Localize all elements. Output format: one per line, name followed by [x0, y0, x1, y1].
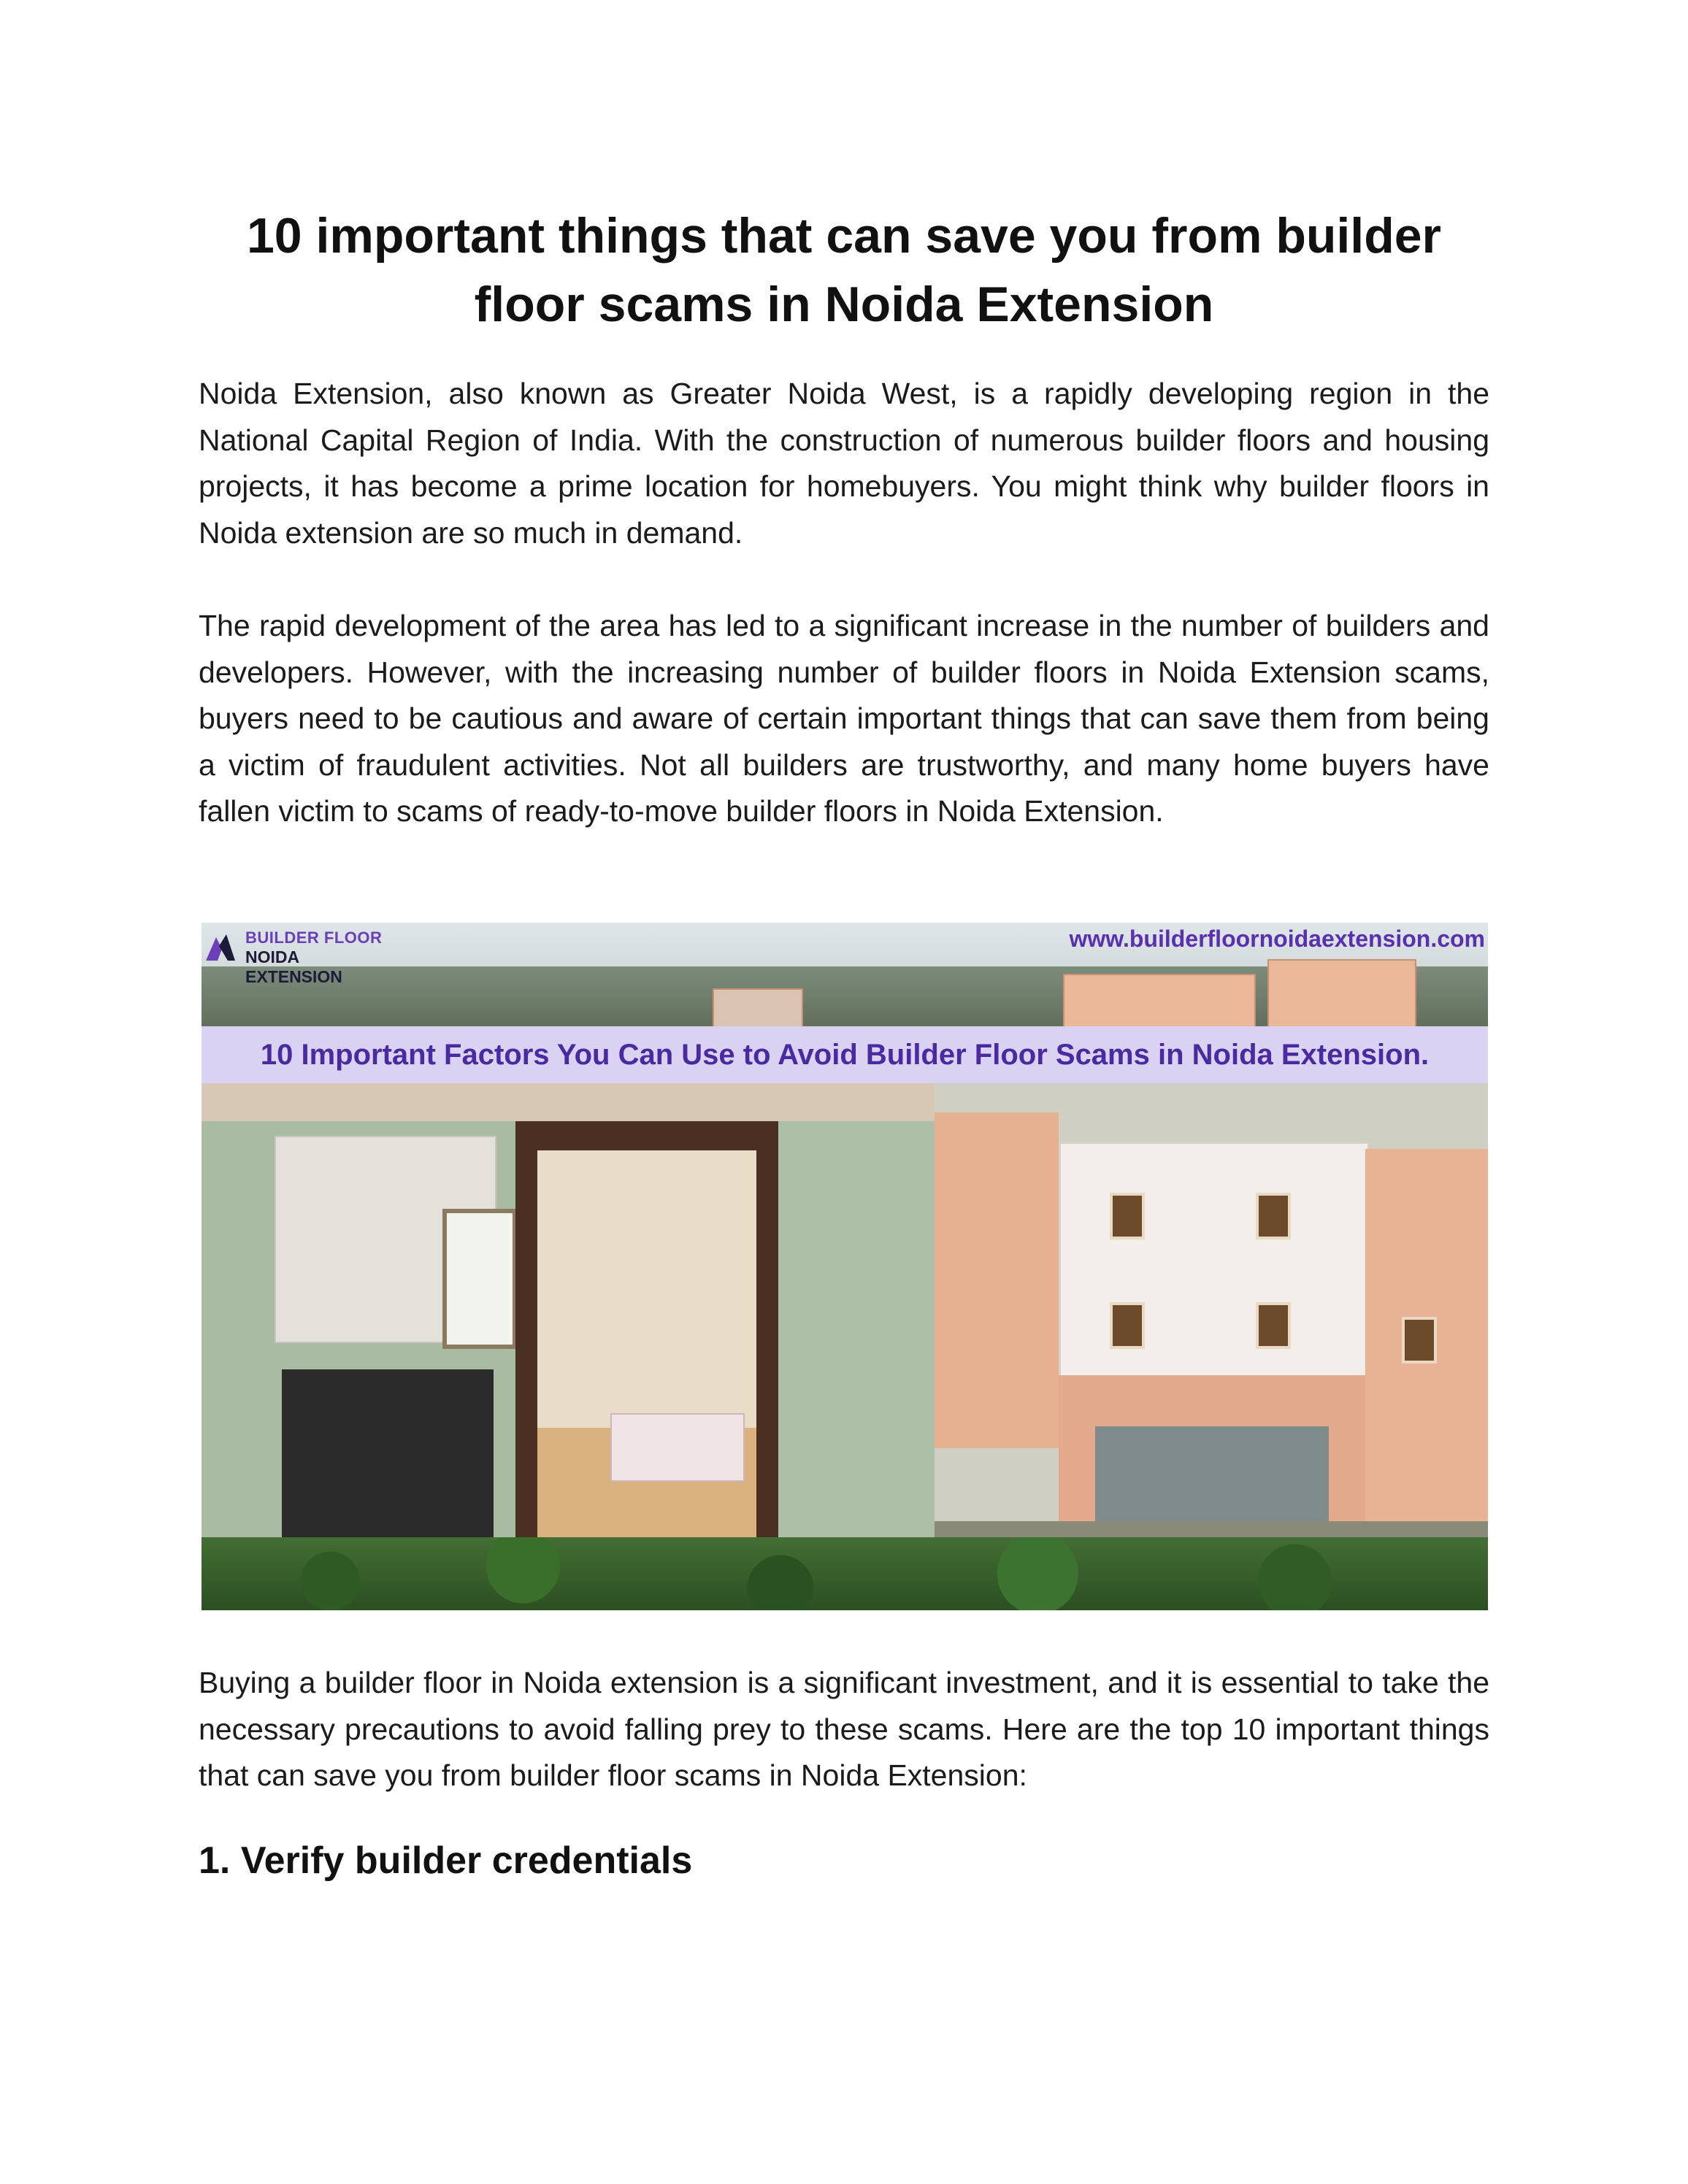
logo-line-1: BUILDER FLOOR — [245, 928, 383, 947]
banner-headline: 10 Important Factors You Can Use to Avoid Builder Floor Scams in Noida Extension. — [260, 1039, 1430, 1071]
banner-url: www.builderfloornoidaextension.com — [1069, 926, 1485, 952]
section-heading: 1. Verify builder credentials — [199, 1839, 693, 1882]
intro-paragraph: Noida Extension, also known as Greater Noida West, is a rapidly developing region in the National Capital Region of India. With the construction of numerous builder floors and housing projects, it has become a prime location for homebuyers. You might think why builder floors in Noida extension are so much in demand. — [199, 377, 1489, 550]
development-paragraph: The rapid development of the area has led to a significant increase in the number of builders and developers. However, with the increasing number of builder floors in Noida Extension scams, buyers need to be cautious and aware of certain important things that can save them from being a victim of fraudulent activities. Not all builders are trustworthy, and many home buyers have fallen victim to scams of ready-to-move builder floors in Noida Extension. — [199, 609, 1489, 828]
street-photo — [935, 1083, 1488, 1609]
banner-image — [202, 923, 1488, 1610]
brand-logo — [206, 926, 396, 986]
document-title: 10 important things that can save you from builder floor scams in Noida Extension — [246, 208, 1442, 332]
investment-paragraph: Buying a builder floor in Noida extension is a significant investment, and it is essential to take the necessary precautions to avoid falling prey to these scams. Here are the top 10 important things that can save you from builder floor scams in Noida Extension: — [199, 1666, 1489, 1792]
foliage — [202, 1537, 1488, 1610]
logo-mark-icon — [206, 933, 235, 962]
logo-line-2: NOIDA EXTENSION — [245, 947, 342, 986]
interior-photo — [202, 1121, 935, 1537]
